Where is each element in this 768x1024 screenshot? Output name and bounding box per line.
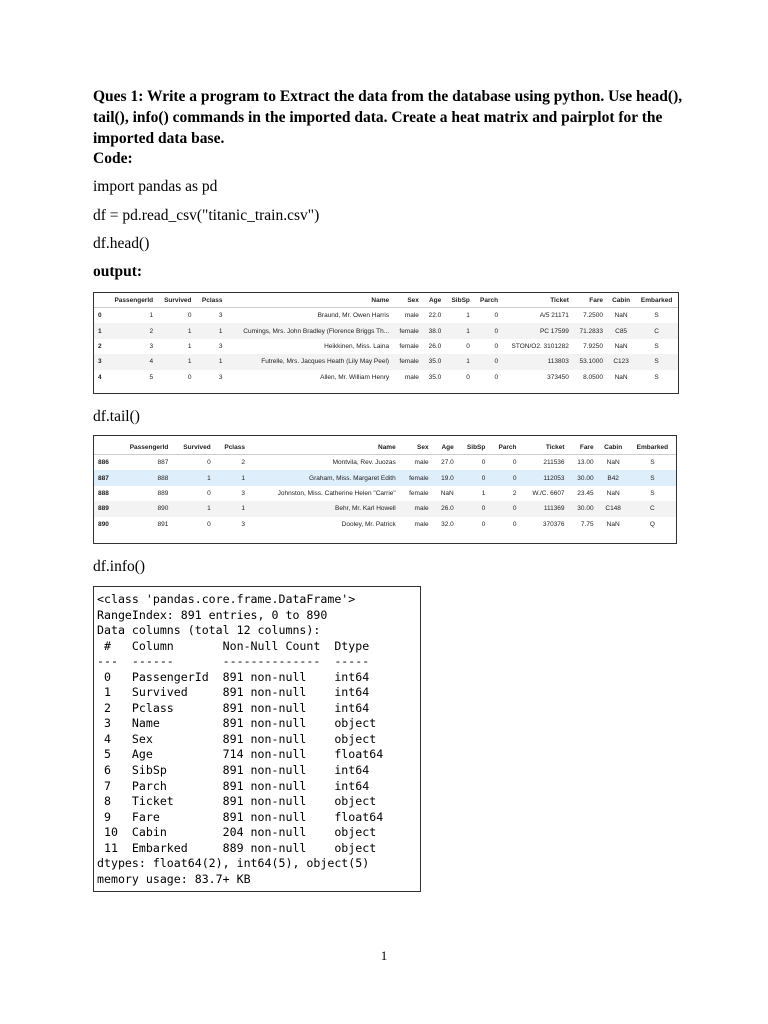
table-cell: Heikkinen, Miss. Laina [324,342,390,350]
table-cell: Futrelle, Mrs. Jacques Heath (Lily May Peel) [227,354,394,369]
table-cell: A/5 21171 [539,312,569,320]
table-cell: 0 [187,373,192,381]
table-cell: Cumings, Mrs. John Bradley (Florence Briggs Th... [227,323,394,338]
table-cell: 1 [466,312,470,320]
row-index: 888 [98,489,109,497]
question-text: Ques 1: Write a program to Extract the data from the database using python. Use head(), tail(), info() commands in the imported data. Create a heat matrix and pairplot for the imported data base. [93,88,683,147]
column-header: Sex [393,293,423,308]
table-row [94,486,676,501]
table-cell: 1 [215,501,249,516]
table-cell: 1 [149,312,154,320]
column-header: Ticket [502,293,573,308]
table-cell: Montvila, Rev. Juozas [332,459,396,467]
table-cell: 0 [458,470,490,485]
table-cell: 211536 [543,459,565,467]
column-header: Name [249,440,400,455]
table-cell: 1 [445,323,474,338]
table-row [94,339,678,354]
table-cell: S [654,312,659,320]
column-header: Survived [157,293,195,308]
table-header-row [94,440,676,455]
table-cell: S [654,342,659,350]
table-cell: 8.0500 [583,373,603,381]
table-cell: 1 [187,342,192,350]
tail-dataframe [94,440,676,532]
row-index: 886 [98,459,109,467]
table-cell: Johnston, Miss. Catherine Helen "Carrie" [277,489,396,497]
table-cell: 0 [466,342,470,350]
table-cell: 0 [494,312,499,320]
table-cell: NaN [614,342,628,350]
table-cell: female [409,489,429,497]
table-cell: 0 [481,459,486,467]
table-cell: S [650,459,655,467]
tail-command: df.tail() [93,408,140,425]
table-row [94,308,678,324]
column-header: Embarked [635,293,678,308]
table-cell: 7.9250 [583,342,603,350]
table-cell: 3 [241,520,245,528]
table-cell: 5 [149,373,154,381]
table-cell: 0 [207,520,211,528]
row-index: 1 [94,323,107,338]
row-index: 3 [94,354,107,369]
table-row [94,323,678,338]
table-cell: 0 [474,323,502,338]
table-cell: male [404,312,419,320]
table-cell: 1 [445,354,474,369]
column-header: Embarked [629,440,676,455]
column-header: Age [423,293,445,308]
column-header: Cabin [607,293,635,308]
table-cell: 373450 [547,373,569,381]
table-cell: 7.75 [580,520,594,528]
code-line-import: import pandas as pd [93,178,218,195]
table-cell: 2 [241,459,245,467]
code-line-read-csv: df = pd.read_csv("titanic_train.csv") [93,207,320,224]
column-header: Survived [172,440,214,455]
table-cell: S [654,373,659,381]
table-cell: 3 [218,373,223,381]
column-header: Age [433,440,458,455]
column-header: Pclass [196,293,227,308]
table-cell: 0 [207,459,211,467]
table-cell: C148 [598,501,629,516]
table-cell: NaN [606,489,620,497]
table-cell: 2 [107,323,158,338]
table-row [94,470,676,485]
row-index: 887 [94,470,117,485]
info-output-text: <class 'pandas.core.frame.DataFrame'> RangeIndex: 891 entries, 0 to 890 Data columns (total 12 columns): # Column Non-Null Count Dtype --- ------ -------------- ----- 0 PassengerId 891 non-null int64 1 Survived 891 non-null int64 2 Pclass 891 non-null int64 3 Name 891 non-null object 4 Sex 891 non-null object 5 Age 714 non-null float64 6 SibSp 891 non-null int64 7 Parch 891 non-null int64 8 Ticket 891 non-null object 9 Fare 891 non-null float64 10 Cabin 204 non-null object 11 Embarked 889 non-null object dtypes: float64(2), int64(5), object(5) memory usage: 83.7+ KB [97,592,384,886]
table-cell: 0 [512,459,517,467]
table-cell: Braund, Mr. Owen Harris [317,312,390,320]
table-cell: 30.00 [569,501,598,516]
table-cell: female [393,323,423,338]
table-cell: 111369 [521,501,569,516]
code-line-head: df.head() [93,235,150,252]
table-cell: NaN [614,373,628,381]
table-cell: 3 [241,489,245,497]
table-row [94,455,676,471]
table-cell: 0 [489,501,520,516]
table-cell: 38.0 [423,323,445,338]
table-cell: 23.45 [577,489,594,497]
table-cell: 71.2833 [573,323,607,338]
table-cell: W./C. 6607 [532,489,565,497]
table-cell: NaN [614,312,628,320]
table-cell: 7.2500 [583,312,603,320]
table-cell: C [635,323,678,338]
row-index: 890 [98,520,109,528]
table-cell: S [650,489,655,497]
table-cell: S [629,470,676,485]
head-output-table [93,292,679,394]
table-cell: 0 [466,373,470,381]
code-label: Code: [93,150,133,167]
table-cell: 887 [157,459,169,467]
table-cell: male [404,373,419,381]
table-cell: C123 [607,354,635,369]
table-cell: NaN [606,459,620,467]
table-cell: 4 [107,354,158,369]
table-cell: 1 [172,501,214,516]
row-index: 0 [98,312,102,320]
column-header: Parch [474,293,502,308]
table-row [94,354,678,369]
table-cell: female [400,470,433,485]
table-header-row [94,293,678,308]
output-label: output: [93,263,143,280]
table-cell: 35.0 [423,354,445,369]
table-cell: male [400,501,433,516]
column-header [94,293,107,308]
table-cell: NaN [606,520,620,528]
table-cell: 19.0 [433,470,458,485]
table-cell: S [635,354,678,369]
table-cell: 1 [215,470,249,485]
table-cell: 26.0 [433,501,458,516]
table-cell: 0 [512,520,517,528]
column-header [94,440,117,455]
table-cell: 891 [157,520,169,528]
table-cell: 0 [458,501,490,516]
table-cell: 2 [512,489,517,497]
table-cell: 1 [481,489,486,497]
table-cell: male [414,520,429,528]
column-header: Parch [489,440,520,455]
table-cell: Graham, Miss. Margaret Edith [249,470,400,485]
column-header: Pclass [215,440,249,455]
table-cell: Dooley, Mr. Patrick [341,520,396,528]
table-cell: 0 [494,342,499,350]
tail-output-table [93,435,677,544]
table-cell: 112053 [521,470,569,485]
table-cell: 1 [196,354,227,369]
table-cell: NaN [440,489,454,497]
table-cell: 27.0 [441,459,454,467]
table-cell: 3 [149,342,154,350]
table-cell: 888 [117,470,173,485]
info-output-box [93,586,421,892]
table-cell: 113803 [502,354,573,369]
table-cell: 13.00 [577,459,594,467]
column-header: PassengerId [107,293,158,308]
table-cell: female [393,354,423,369]
table-cell: 32.0 [441,520,454,528]
column-header: PassengerId [117,440,173,455]
column-header: Fare [569,440,598,455]
table-cell: Q [649,520,655,528]
column-header: SibSp [458,440,490,455]
table-row [94,370,678,385]
table-cell: female [399,342,419,350]
page-number: 1 [380,948,388,963]
table-cell: male [414,459,429,467]
table-cell: 1 [172,470,214,485]
table-cell: 889 [157,489,169,497]
table-cell: 1 [157,323,195,338]
column-header: Name [227,293,394,308]
table-cell: C [629,501,676,516]
column-header: Fare [573,293,607,308]
table-cell: 0 [489,470,520,485]
column-header: Cabin [598,440,629,455]
table-cell: 0 [207,489,211,497]
table-cell: 3 [218,312,223,320]
table-cell: Behr, Mr. Karl Howell [249,501,400,516]
table-cell: 890 [117,501,173,516]
row-index: 4 [98,373,102,381]
table-cell: 0 [481,520,486,528]
table-cell: PC 17599 [502,323,573,338]
table-cell: C85 [607,323,635,338]
head-dataframe [94,293,678,385]
row-index: 889 [94,501,117,516]
table-cell: STON/O2. 3101282 [511,342,569,350]
column-header: Ticket [521,440,569,455]
column-header: Sex [400,440,433,455]
table-cell: 0 [494,373,499,381]
table-cell: 0 [474,354,502,369]
table-cell: 0 [187,312,192,320]
table-cell: Allen, Mr. William Henry [320,373,390,381]
table-cell: 26.0 [428,342,442,350]
table-row [94,517,676,532]
table-cell: 3 [218,342,223,350]
table-cell: 22.0 [428,312,442,320]
table-cell: 35.0 [428,373,442,381]
table-cell: 1 [196,323,227,338]
info-command: df.info() [93,558,146,575]
table-cell: B42 [598,470,629,485]
table-row [94,501,676,516]
column-header: SibSp [445,293,474,308]
row-index: 2 [98,342,102,350]
table-cell: 1 [157,354,195,369]
table-cell: 370376 [542,520,565,528]
table-cell: 53.1000 [573,354,607,369]
table-cell: 30.00 [569,470,598,485]
